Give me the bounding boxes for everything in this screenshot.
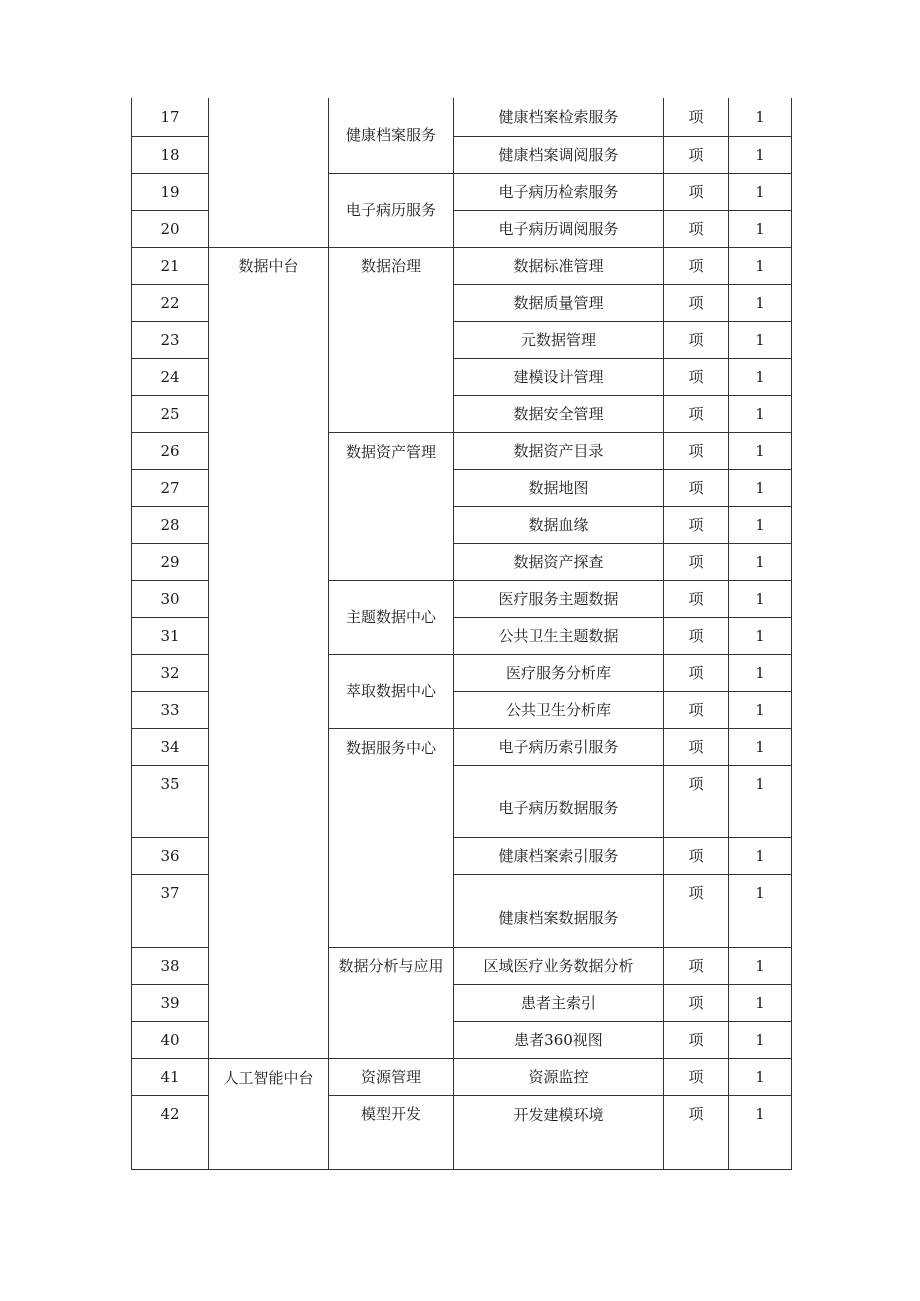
row-number: 32 (132, 654, 209, 691)
item-unit: 项 (664, 98, 729, 136)
category-ai-platform: 人工智能中台 (209, 1058, 329, 1169)
item-name: 资源监控 (454, 1058, 664, 1095)
item-quantity: 1 (729, 765, 792, 837)
item-unit: 项 (664, 874, 729, 947)
item-name: 健康档案调阅服务 (454, 136, 664, 173)
item-quantity: 1 (729, 358, 792, 395)
item-name: 医疗服务主题数据 (454, 580, 664, 617)
item-unit: 项 (664, 984, 729, 1021)
table-row (132, 98, 792, 136)
item-unit: 项 (664, 691, 729, 728)
row-number: 31 (132, 617, 209, 654)
item-quantity: 1 (729, 580, 792, 617)
subcategory-theme-center: 主题数据中心 (329, 580, 454, 654)
item-unit: 项 (664, 506, 729, 543)
item-quantity: 1 (729, 837, 792, 874)
row-number: 23 (132, 321, 209, 358)
item-unit: 项 (664, 395, 729, 432)
row-number: 17 (132, 98, 209, 136)
item-quantity: 1 (729, 1021, 792, 1058)
item-quantity: 1 (729, 728, 792, 765)
item-unit: 项 (664, 284, 729, 321)
row-number: 42 (132, 1095, 209, 1169)
row-number: 25 (132, 395, 209, 432)
row-number: 30 (132, 580, 209, 617)
subcategory-service-center: 数据服务中心 (329, 728, 454, 947)
item-name: 数据质量管理 (454, 284, 664, 321)
item-name: 健康档案索引服务 (454, 837, 664, 874)
item-unit: 项 (664, 837, 729, 874)
row-number: 26 (132, 432, 209, 469)
table-row (132, 1058, 792, 1095)
item-name: 数据标准管理 (454, 247, 664, 284)
item-quantity: 1 (729, 432, 792, 469)
row-number: 21 (132, 247, 209, 284)
item-quantity: 1 (729, 136, 792, 173)
item-unit: 项 (664, 617, 729, 654)
row-number: 18 (132, 136, 209, 173)
item-name: 电子病历索引服务 (454, 728, 664, 765)
row-number: 29 (132, 543, 209, 580)
item-quantity: 1 (729, 543, 792, 580)
row-number: 37 (132, 874, 209, 947)
item-name: 电子病历数据服务 (454, 765, 664, 837)
item-name: 医疗服务分析库 (454, 654, 664, 691)
item-unit: 项 (664, 358, 729, 395)
row-number: 39 (132, 984, 209, 1021)
item-name: 元数据管理 (454, 321, 664, 358)
item-name: 患者主索引 (454, 984, 664, 1021)
item-unit: 项 (664, 947, 729, 984)
item-unit: 项 (664, 432, 729, 469)
subcategory-assets: 数据资产管理 (329, 432, 454, 580)
item-unit: 项 (664, 321, 729, 358)
item-name: 数据安全管理 (454, 395, 664, 432)
category-data-platform: 数据中台 (209, 247, 329, 1058)
item-quantity: 1 (729, 691, 792, 728)
item-unit: 项 (664, 247, 729, 284)
category-cell (209, 98, 329, 247)
item-unit: 项 (664, 765, 729, 837)
table-row (132, 247, 792, 284)
item-unit: 项 (664, 1095, 729, 1169)
item-quantity: 1 (729, 947, 792, 984)
item-quantity: 1 (729, 469, 792, 506)
item-quantity: 1 (729, 617, 792, 654)
item-quantity: 1 (729, 1095, 792, 1169)
subcategory-health-records: 健康档案服务 (329, 98, 454, 173)
item-quantity: 1 (729, 321, 792, 358)
row-number: 35 (132, 765, 209, 837)
item-unit: 项 (664, 543, 729, 580)
item-name: 健康档案检索服务 (454, 98, 664, 136)
row-number: 41 (132, 1058, 209, 1095)
row-number: 19 (132, 173, 209, 210)
item-name: 电子病历调阅服务 (454, 210, 664, 247)
item-quantity: 1 (729, 247, 792, 284)
subcategory-model-dev: 模型开发 (329, 1095, 454, 1169)
item-name: 公共卫生主题数据 (454, 617, 664, 654)
subcategory-resource-mgmt: 资源管理 (329, 1058, 454, 1095)
item-unit: 项 (664, 136, 729, 173)
item-quantity: 1 (729, 395, 792, 432)
item-name: 数据血缘 (454, 506, 664, 543)
row-number: 34 (132, 728, 209, 765)
item-quantity: 1 (729, 984, 792, 1021)
row-number: 28 (132, 506, 209, 543)
item-name: 区域医疗业务数据分析 (454, 947, 664, 984)
item-quantity: 1 (729, 284, 792, 321)
subcategory-extract-center: 萃取数据中心 (329, 654, 454, 728)
subcategory-governance: 数据治理 (329, 247, 454, 432)
item-name: 健康档案数据服务 (454, 874, 664, 947)
item-quantity: 1 (729, 210, 792, 247)
item-name: 公共卫生分析库 (454, 691, 664, 728)
item-name: 患者360视图 (454, 1021, 664, 1058)
item-name: 数据资产目录 (454, 432, 664, 469)
row-number: 40 (132, 1021, 209, 1058)
item-quantity: 1 (729, 1058, 792, 1095)
item-quantity: 1 (729, 506, 792, 543)
item-unit: 项 (664, 173, 729, 210)
item-table (131, 98, 792, 1170)
item-unit: 项 (664, 210, 729, 247)
subcategory-analysis: 数据分析与应用 (329, 947, 454, 1058)
row-number: 36 (132, 837, 209, 874)
item-unit: 项 (664, 469, 729, 506)
item-name: 电子病历检索服务 (454, 173, 664, 210)
item-quantity: 1 (729, 173, 792, 210)
row-number: 22 (132, 284, 209, 321)
item-name: 建模设计管理 (454, 358, 664, 395)
item-name: 数据资产探查 (454, 543, 664, 580)
row-number: 33 (132, 691, 209, 728)
row-number: 27 (132, 469, 209, 506)
item-quantity: 1 (729, 874, 792, 947)
row-number: 38 (132, 947, 209, 984)
row-number: 24 (132, 358, 209, 395)
item-unit: 项 (664, 1021, 729, 1058)
item-unit: 项 (664, 654, 729, 691)
item-quantity: 1 (729, 654, 792, 691)
item-unit: 项 (664, 1058, 729, 1095)
row-number: 20 (132, 210, 209, 247)
item-unit: 项 (664, 580, 729, 617)
item-name: 开发建模环境 (454, 1095, 664, 1169)
item-unit: 项 (664, 728, 729, 765)
item-quantity: 1 (729, 98, 792, 136)
item-name: 数据地图 (454, 469, 664, 506)
subcategory-emr: 电子病历服务 (329, 173, 454, 247)
